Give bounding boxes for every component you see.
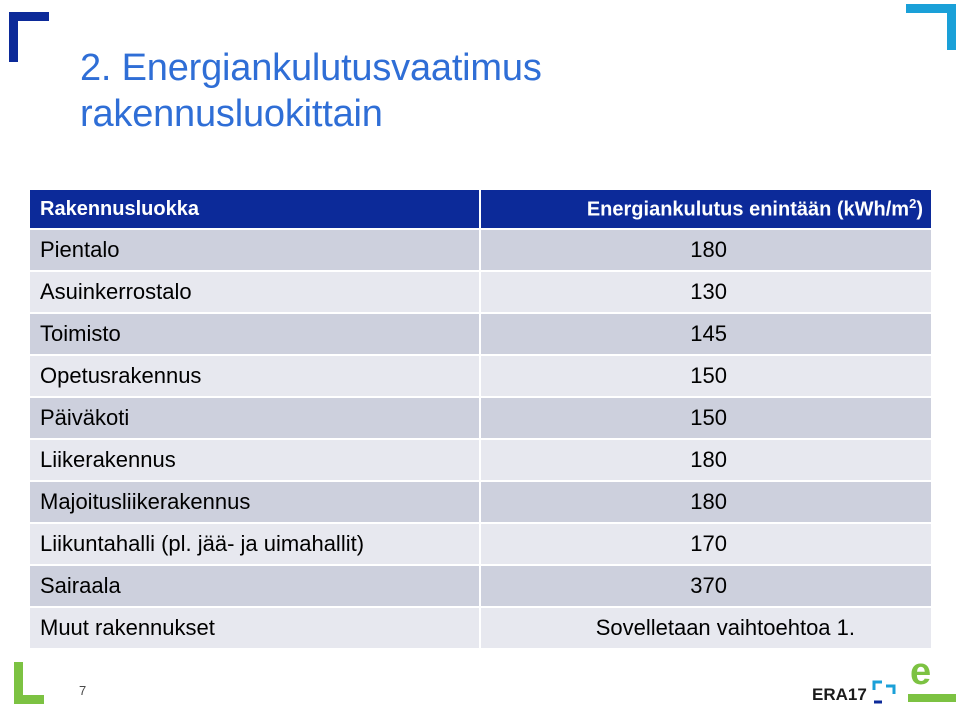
header-energy-prefix: Energiankulutus enintään (kWh/m xyxy=(586,198,910,221)
row-category: Majoitusliikerakennus xyxy=(30,481,480,523)
slide-title-line-2: rakennusluokittain xyxy=(80,93,383,135)
row-value: 180 xyxy=(480,439,932,481)
row-value: 180 xyxy=(480,229,932,271)
slide-title xyxy=(80,45,542,137)
row-value: 145 xyxy=(480,313,932,355)
row-value: 170 xyxy=(480,523,932,565)
row-category: Liikuntahalli (pl. jää- ja uimahallit) xyxy=(30,523,480,565)
header-building-category: Rakennusluokka xyxy=(30,190,480,229)
table-row xyxy=(30,607,932,649)
table-header-row xyxy=(30,190,932,229)
row-category: Liikerakennus xyxy=(30,439,480,481)
table-row xyxy=(30,355,932,397)
table-row xyxy=(30,439,932,481)
e-logo xyxy=(906,650,958,706)
table-row xyxy=(30,481,932,523)
corner-bracket-top-right xyxy=(906,4,956,50)
header-energy-sup: 2 xyxy=(909,196,917,212)
row-value: 130 xyxy=(480,271,932,313)
header-energy-suffix: ) xyxy=(916,198,923,221)
header-energy-consumption xyxy=(480,190,932,229)
energy-requirements-table xyxy=(30,190,933,650)
row-category: Muut rakennukset xyxy=(30,607,480,649)
table-row xyxy=(30,523,932,565)
row-category: Opetusrakennus xyxy=(30,355,480,397)
row-category: Asuinkerrostalo xyxy=(30,271,480,313)
row-category: Päiväkoti xyxy=(30,397,480,439)
row-value: 180 xyxy=(480,481,932,523)
slide-title-line-1: 2. Energiankulutusvaatimus xyxy=(80,47,542,89)
table-row xyxy=(30,565,932,607)
table-row xyxy=(30,229,932,271)
row-category: Sairaala xyxy=(30,565,480,607)
row-value: Sovelletaan vaihtoehtoa 1. xyxy=(480,607,932,649)
table-row xyxy=(30,271,932,313)
era17-logo xyxy=(812,676,896,706)
corner-bracket-bottom-left xyxy=(14,662,44,704)
era17-logo-text: ERA17 xyxy=(812,685,867,704)
row-value: 370 xyxy=(480,565,932,607)
row-category: Pientalo xyxy=(30,229,480,271)
e-logo-letter: e xyxy=(910,651,932,693)
table-row xyxy=(30,397,932,439)
table-row xyxy=(30,313,932,355)
row-value: 150 xyxy=(480,355,932,397)
row-value: 150 xyxy=(480,397,932,439)
page-number: 7 xyxy=(79,683,87,698)
corner-bracket-top-left xyxy=(9,12,49,62)
row-category: Toimisto xyxy=(30,313,480,355)
